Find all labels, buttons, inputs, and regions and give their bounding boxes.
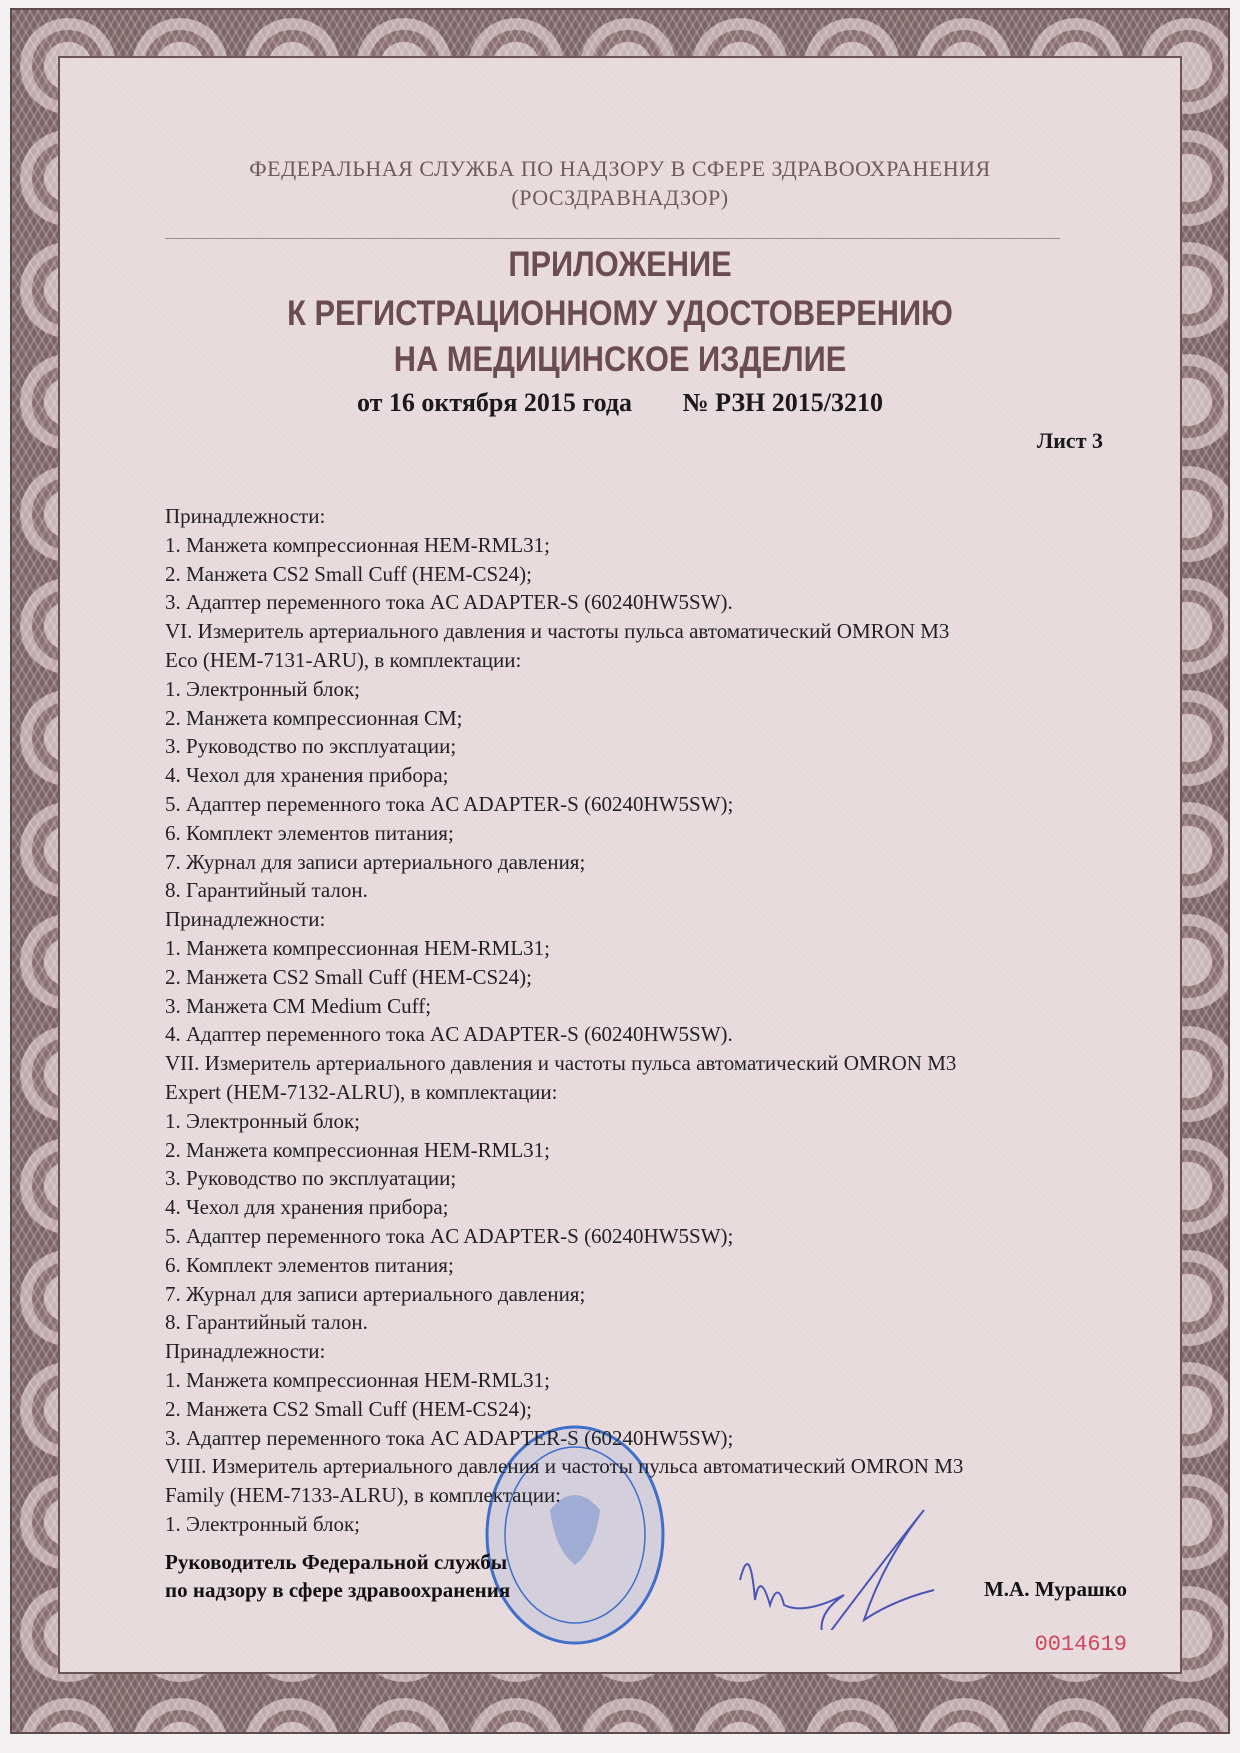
body-line: 3. Руководство по эксплуатации; bbox=[165, 1166, 457, 1191]
body-line: 6. Комплект элементов питания; bbox=[165, 820, 454, 845]
body-line: 4. Чехол для хранения прибора; bbox=[165, 763, 449, 788]
body-line: 7. Журнал для записи артериального давления; bbox=[165, 1281, 586, 1306]
registration-number: № РЗН 2015/3210 bbox=[682, 388, 883, 417]
sheet-number: Лист 3 bbox=[1036, 428, 1103, 453]
body-line: 4. Чехол для хранения прибора; bbox=[165, 1195, 449, 1220]
body-line: 6. Комплект элементов питания; bbox=[165, 1252, 454, 1277]
signatory-title-line-2: по надзору в сфере здравоохранения bbox=[165, 1578, 511, 1602]
body-line: Expert (HEM-7132-ALRU), в комплектации: bbox=[165, 1079, 558, 1104]
date-number-line bbox=[0, 388, 1240, 418]
body-line: 2. Манжета компрессионная CM; bbox=[165, 705, 463, 730]
body-line: Принадлежности: bbox=[165, 504, 326, 528]
body-line: 3. Адаптер переменного тока AC ADAPTER-S (60240HW5SW). bbox=[165, 590, 733, 615]
title-line-2: К РЕГИСТРАЦИОННОМУ УДОСТОВЕРЕНИЮ bbox=[287, 294, 953, 333]
body-line: 1. Электронный блок; bbox=[165, 1511, 360, 1536]
body-line: 1. Манжета компрессионная HEM-RML31; bbox=[165, 532, 550, 557]
signatory-title bbox=[165, 1548, 510, 1604]
body-line: Принадлежности: bbox=[165, 1339, 326, 1364]
body-line: 3. Адаптер переменного тока AC ADAPTER-S (60240HW5SW); bbox=[165, 1425, 734, 1450]
header-divider bbox=[165, 238, 1060, 239]
body-line: 1. Электронный блок; bbox=[165, 676, 360, 701]
serial-number: 0014619 bbox=[1034, 1632, 1127, 1657]
signatory-title-line-1: Руководитель Федеральной службы bbox=[165, 1550, 508, 1574]
signatory-name: М.А. Мурашко bbox=[983, 1577, 1127, 1601]
body-line: 8. Гарантийный талон. bbox=[165, 1310, 368, 1335]
issue-date: от 16 октября 2015 года bbox=[357, 388, 632, 417]
body-line: VIII. Измеритель артериального давления и частоты пульса автоматический OMRON M3 bbox=[165, 1454, 964, 1479]
agency-short-name: (РОСЗДРАВНАДЗОР) bbox=[511, 185, 729, 210]
title-line-3: НА МЕДИЦИНСКОЕ ИЗДЕЛИЕ bbox=[393, 340, 847, 379]
body-line: 2. Манжета компрессионная HEM-RML31; bbox=[165, 1137, 550, 1162]
body-line: 7. Журнал для записи артериального давления; bbox=[165, 849, 586, 874]
document-body bbox=[165, 502, 1125, 1539]
body-line: 2. Манжета CS2 Small Cuff (HEM-CS24); bbox=[165, 561, 533, 586]
title-line-1: ПРИЛОЖЕНИЕ bbox=[508, 245, 732, 284]
body-line: Eco (HEM-7131-ARU), в комплектации: bbox=[165, 647, 522, 672]
body-line: 1. Манжета компрессионная HEM-RML31; bbox=[165, 1367, 550, 1392]
body-line: 3. Манжета CM Medium Cuff; bbox=[165, 993, 432, 1018]
body-line: Принадлежности: bbox=[165, 907, 326, 932]
body-line: 5. Адаптер переменного тока AC ADAPTER-S (60240HW5SW); bbox=[165, 791, 734, 816]
body-line: 5. Адаптер переменного тока AC ADAPTER-S (60240HW5SW); bbox=[165, 1223, 734, 1248]
body-line: VI. Измеритель артериального давления и частоты пульса автоматический OMRON M3 bbox=[165, 619, 950, 644]
body-line: 1. Электронный блок; bbox=[165, 1108, 360, 1133]
body-line: 2. Манжета CS2 Small Cuff (HEM-CS24); bbox=[165, 964, 533, 989]
body-line: 3. Руководство по эксплуатации; bbox=[165, 734, 457, 759]
body-line: 4. Адаптер переменного тока AC ADAPTER-S (60240HW5SW). bbox=[165, 1022, 733, 1047]
body-line: VII. Измеритель артериального давления и частоты пульса автоматический OMRON M3 bbox=[165, 1051, 957, 1076]
body-line: 8. Гарантийный талон. bbox=[165, 878, 368, 903]
body-line: Family (HEM-7133-ALRU), в комплектации: bbox=[165, 1483, 562, 1508]
body-line: 1. Манжета компрессионная HEM-RML31; bbox=[165, 935, 550, 960]
body-line: 2. Манжета CS2 Small Cuff (HEM-CS24); bbox=[165, 1396, 533, 1421]
agency-name: ФЕДЕРАЛЬНАЯ СЛУЖБА ПО НАДЗОРУ В СФЕРЕ ЗДРАВООХРАНЕНИЯ bbox=[249, 156, 991, 181]
